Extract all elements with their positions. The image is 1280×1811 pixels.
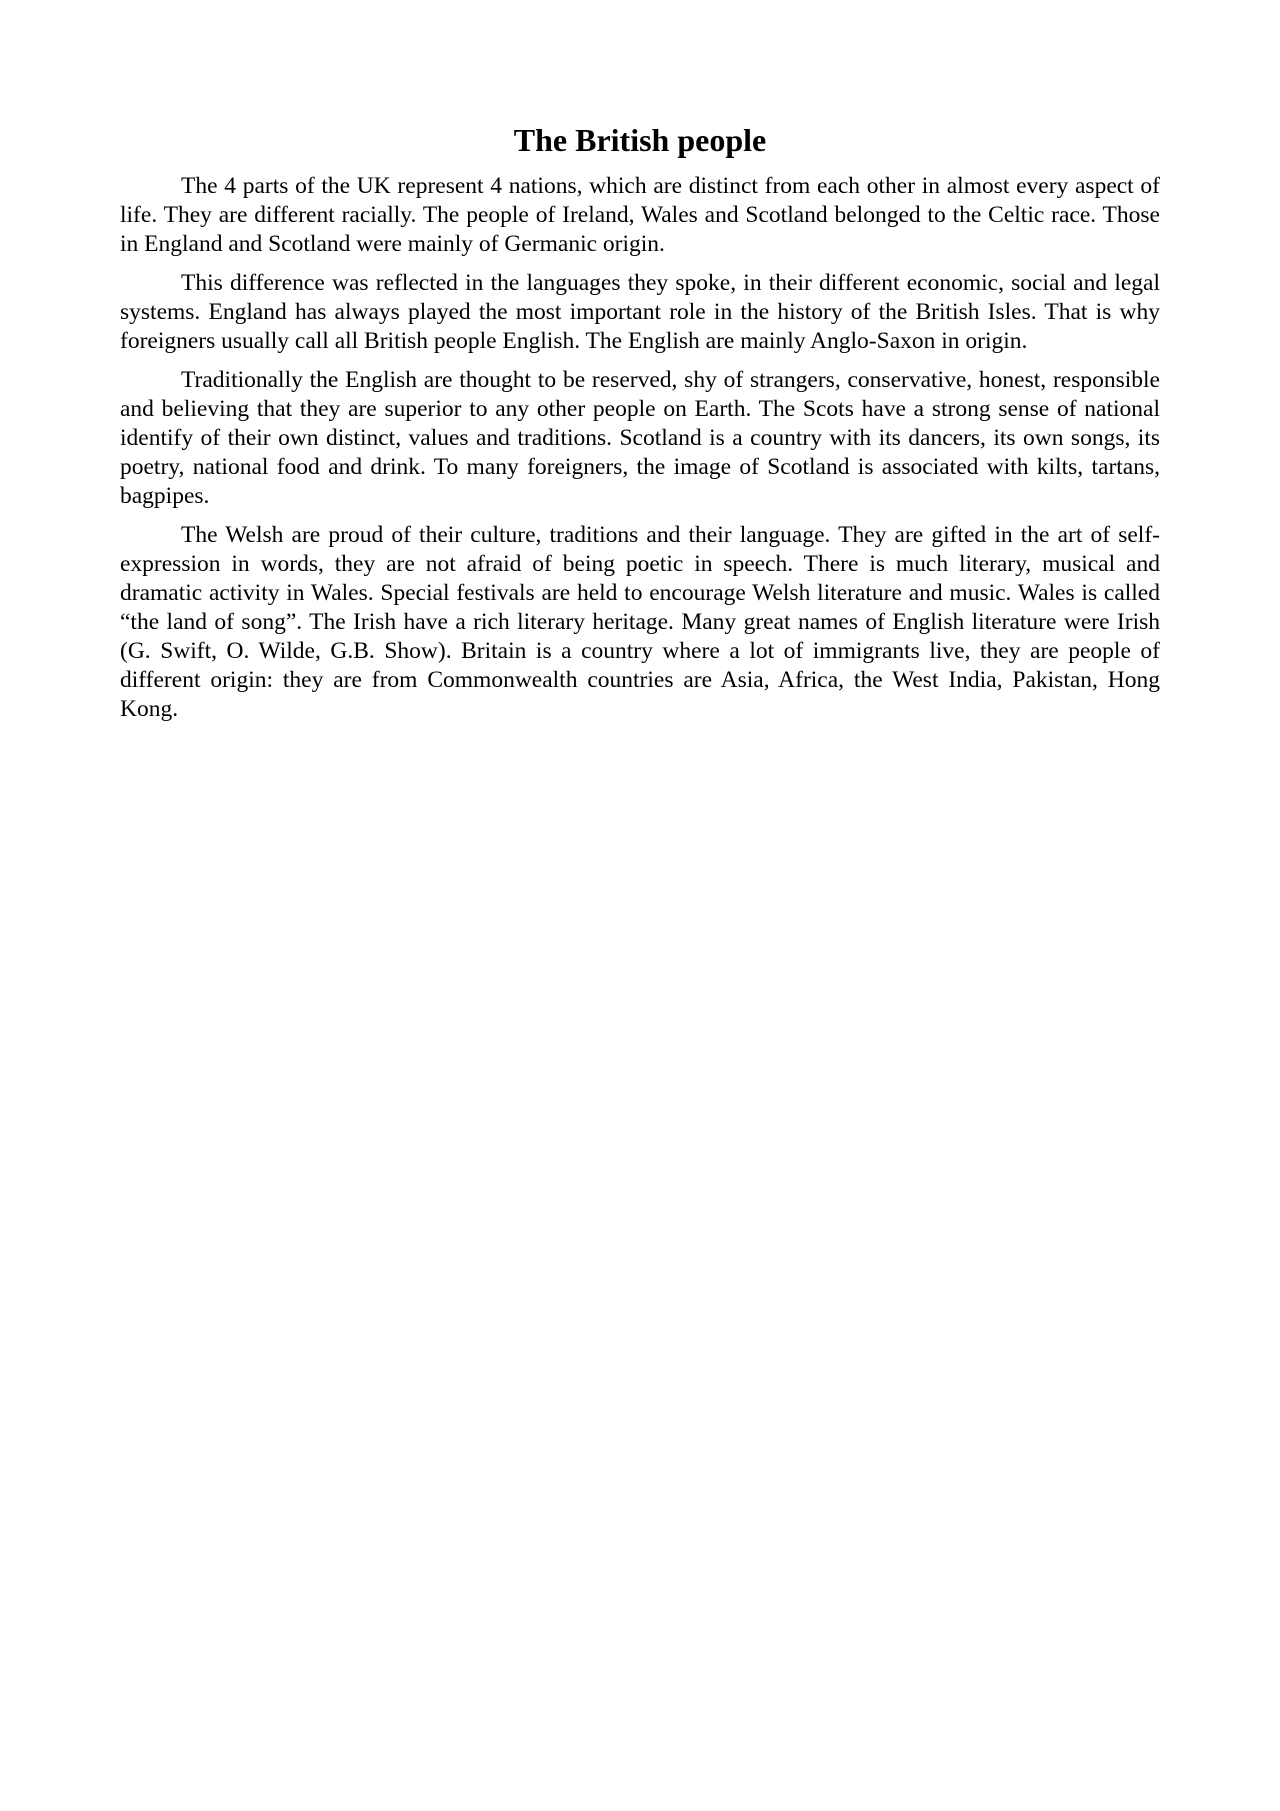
document-title: The British people — [513, 122, 767, 158]
paragraph-nations: The 4 parts of the UK represent 4 nations, which are distinct from each other in almost every aspect of life. They are different racially. The people of Ireland, Wales and Scotland belonged to the Celtic race. Those in England and Scotland were mainly of Germanic origin. — [120, 173, 1160, 257]
paragraph-languages: This difference was reflected in the languages they spoke, in their different economic, social and legal systems. England has always played the most important role in the history of the British Isles. That is why foreigners usually call all British people English. The English are mainly Anglo-Saxon in origin. — [120, 270, 1160, 354]
paragraph-english-scots: Traditionally the English are thought to be reserved, shy of strangers, conservative, honest, responsible and believing that they are superior to any other people on Earth. The Scots have a strong sense of national identify of their own distinct, values and traditions. Scotland is a country with its dancers, its own songs, its poetry, national food and drink. To many foreigners, the image of Scotland is associated with kilts, tartans, bagpipes. — [120, 367, 1160, 509]
document-body — [120, 118, 1160, 734]
paragraph-welsh-irish: The Welsh are proud of their culture, traditions and their language. They are gifted in the art of self-expression in words, they are not afraid of being poetic in speech. There is much literary, musical and dramatic activity in Wales. Special festivals are held to encourage Welsh literature and music. Wales is called “the land of song”. The Irish have a rich literary heritage. Many great names of English literature were Irish (G. Swift, O. Wilde, G.B. Show). Britain is a country where a lot of immigrants live, they are people of different origin: they are from Commonwealth countries are Asia, Africa, the West India, Pakistan, Hong Kong. — [120, 522, 1160, 722]
